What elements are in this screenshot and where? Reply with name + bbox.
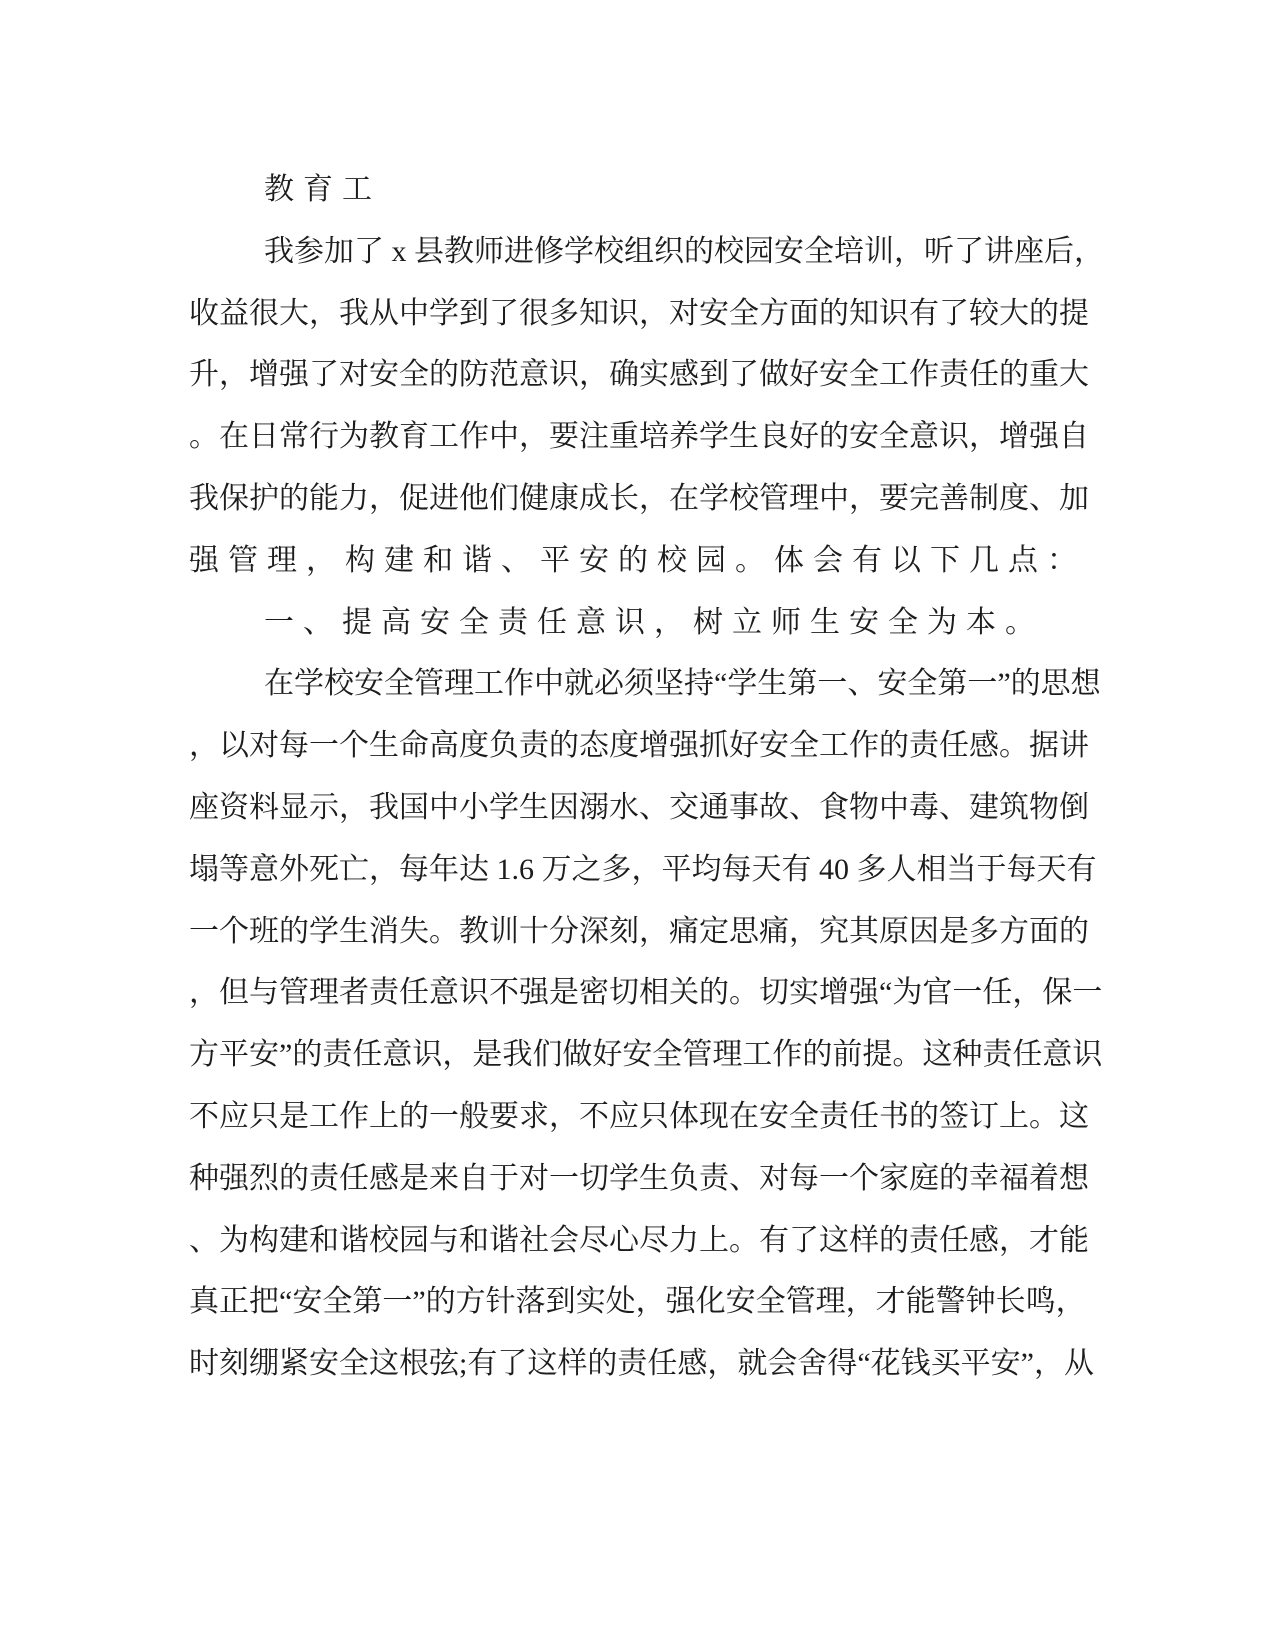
text-line: 。在日常行为教育工作中，要注重培养学生良好的安全意识，增强自: [189, 420, 1089, 454]
text-line: 座资料显示，我国中小学生因溺水、交通事故、食物中毒、建筑物倒: [189, 790, 1089, 824]
text-line: 种强烈的责任感是来自于对一切学生负责、对每一个家庭的幸福着想: [189, 1161, 1089, 1195]
text-line: 收益很大，我从中学到了很多知识，对安全方面的知识有了较大的提: [189, 296, 1089, 330]
text-line: 时刻绷紧安全这根弦;有了这样的责任感，就会舍得“花钱买平安”，从: [189, 1347, 1094, 1381]
document-body: [189, 159, 1104, 1395]
text-line: 不应只是工作上的一般要求，不应只体现在安全责任书的签订上。这: [189, 1099, 1089, 1133]
text-line: 升，增强了对安全的防范意识，确实感到了做好安全工作责任的重大: [189, 358, 1089, 392]
text-line: 方平安”的责任意识，是我们做好安全管理工作的前提。这种责任意识: [189, 1038, 1103, 1072]
text-line: 、为构建和谐校园与和谐社会尽心尽力上。有了这样的责任感，才能: [189, 1223, 1089, 1257]
text-line: 塌等意外死亡，每年达 1.6 万之多，平均每天有 40 多人相当于每天有: [189, 852, 1097, 886]
text-line: 一个班的学生消失。教训十分深刻，痛定思痛，究其原因是多方面的: [189, 914, 1089, 948]
text-line: ，但与管理者责任意识不强是密切相关的。切实增强“为官一任，保一: [189, 976, 1103, 1010]
text-line: 真正把“安全第一”的方针落到实处，强化安全管理，才能警钟长鸣，: [189, 1285, 1086, 1319]
text-line: 教育工: [264, 173, 381, 206]
text-line: ，以对每一个生命高度负责的态度增强抓好安全工作的责任感。据讲: [189, 729, 1089, 763]
text-line: 在学校安全管理工作中就必须坚持“学生第一、安全第一”的思想: [264, 667, 1101, 701]
text-line: 我保护的能力，促进他们健康成长，在学校管理中，要完善制度、加: [189, 481, 1089, 515]
text-line: 我参加了 x 县教师进修学校组织的校园安全培训，听了讲座后，: [264, 234, 1104, 268]
text-line: 强管理，构建和谐、平安的校园。体会有以下几点：: [189, 543, 1086, 577]
section-heading: 一、提高安全责任意识，树立师生安全为本。: [264, 605, 1044, 639]
